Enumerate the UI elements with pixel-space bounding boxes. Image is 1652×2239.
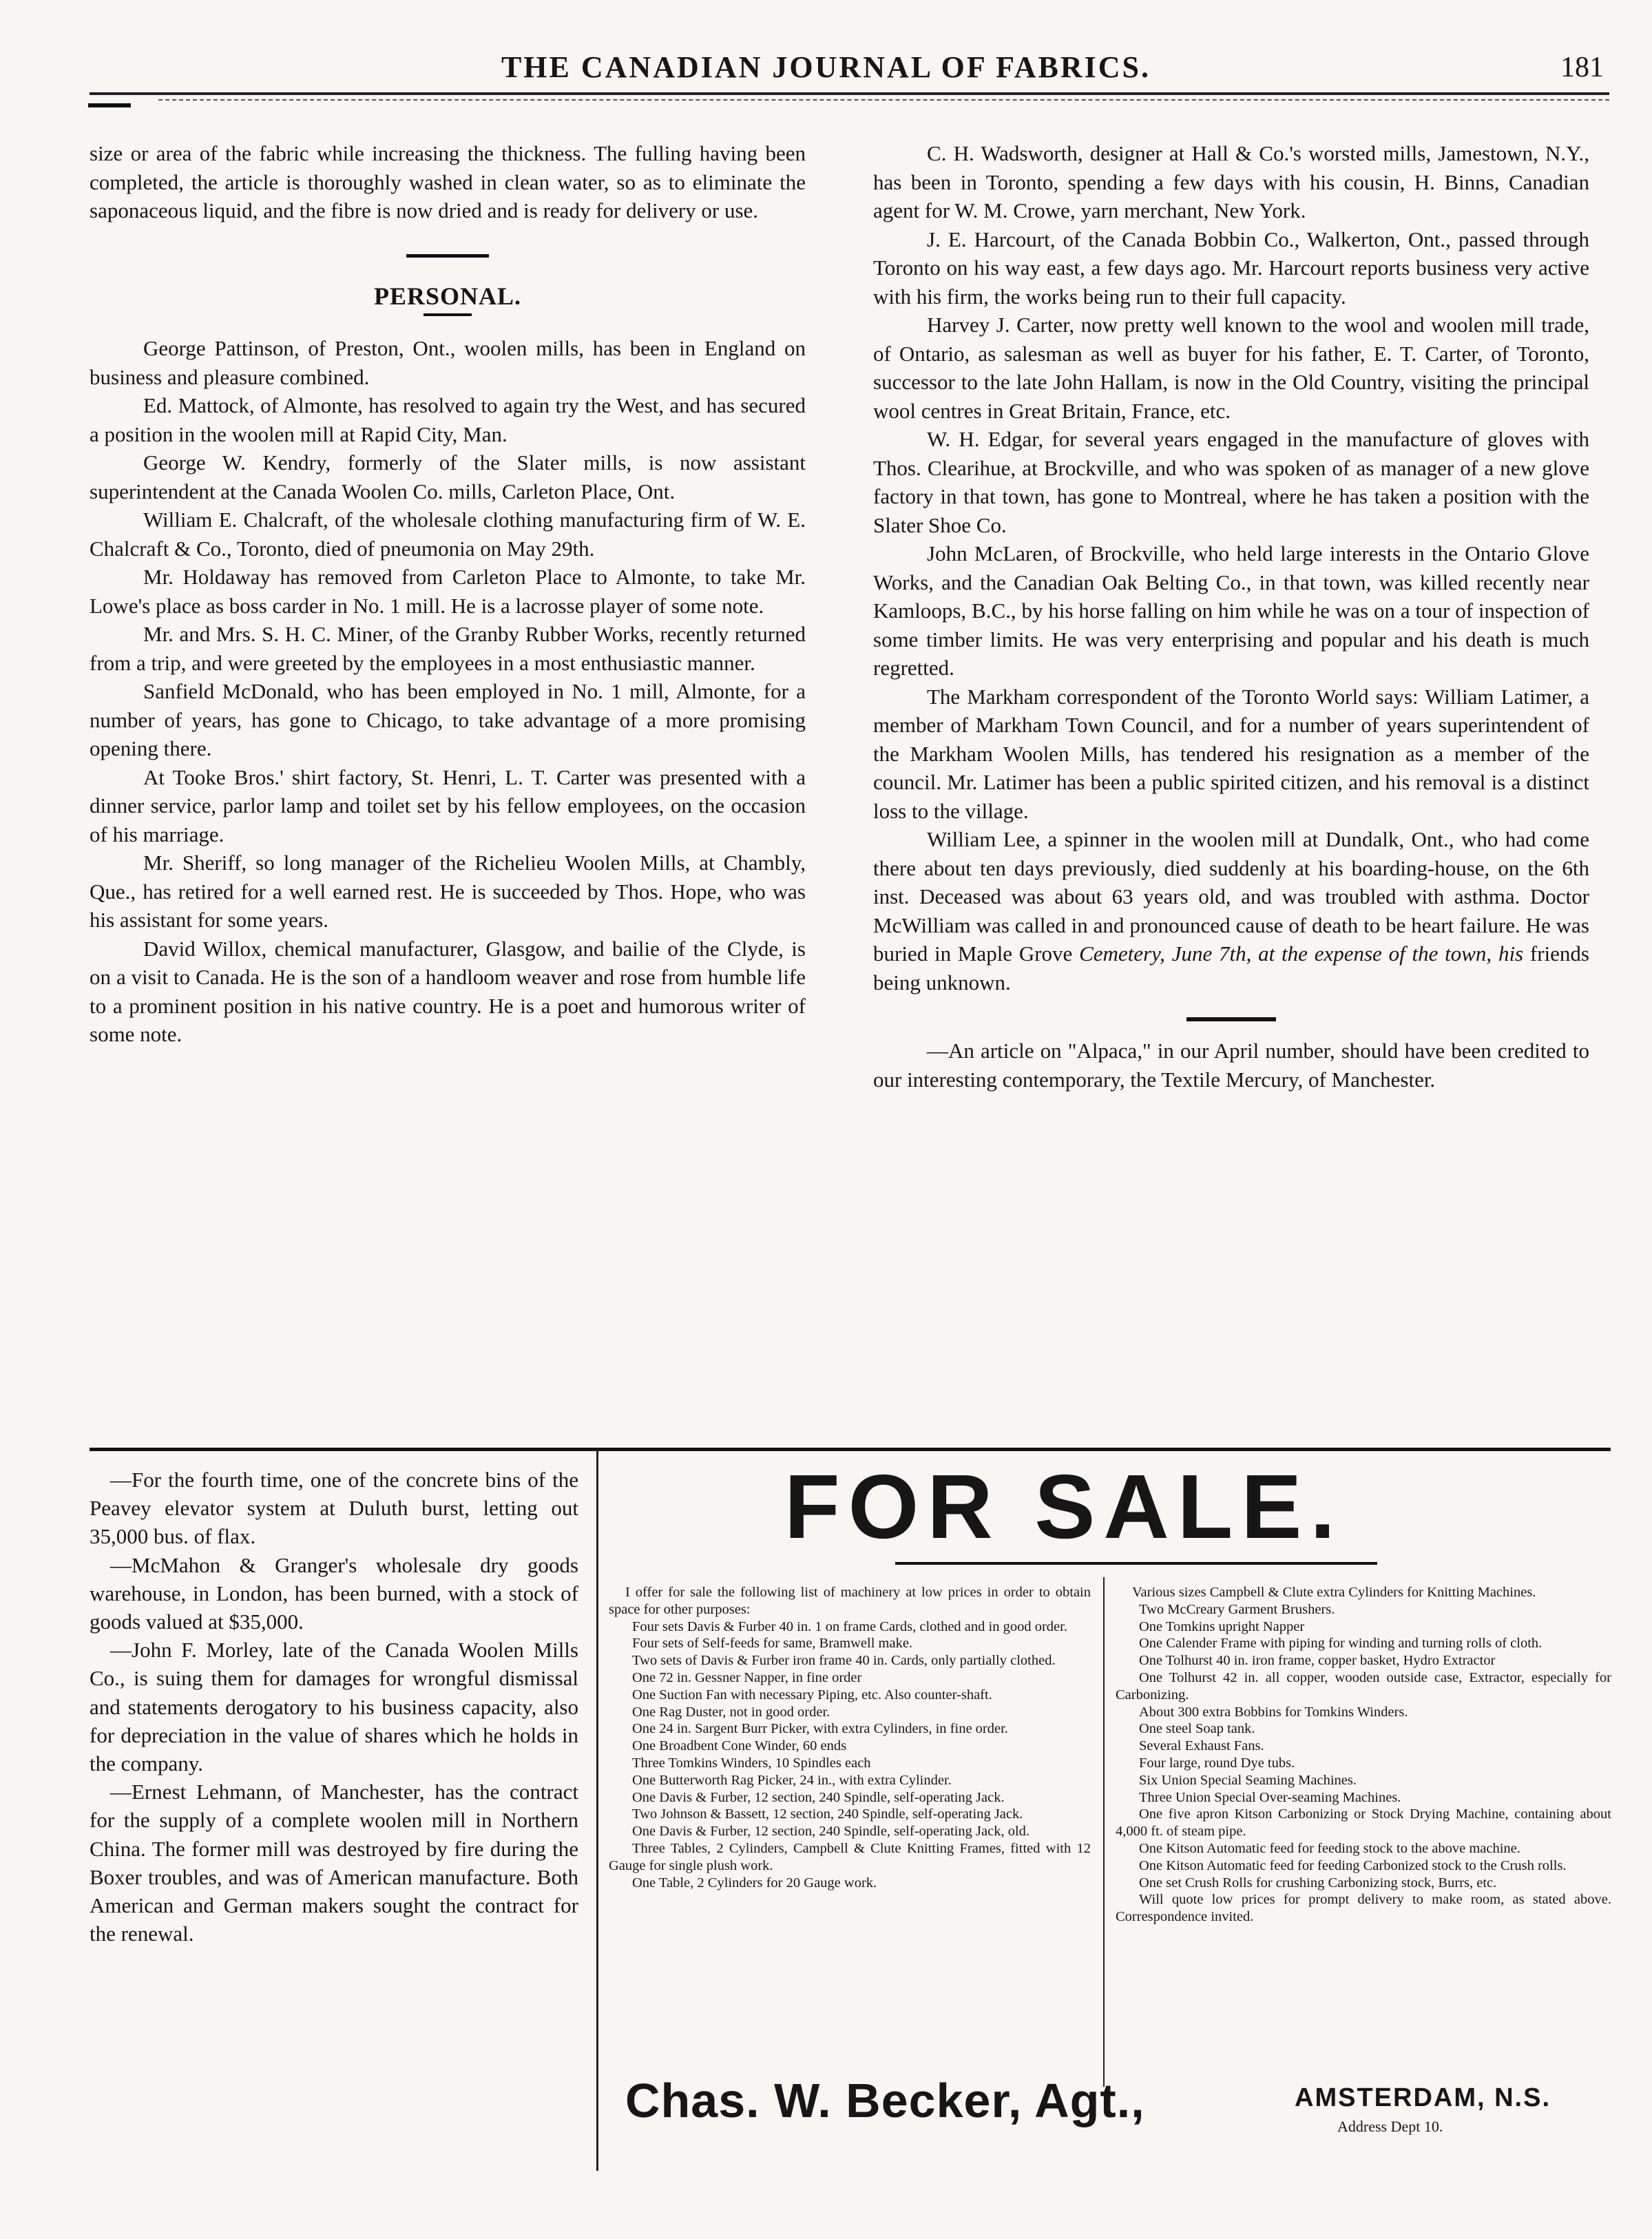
ad-item: One 24 in. Sargent Burr Picker, with extra Cylinders, in fine order.	[632, 1721, 1008, 1737]
news-item: —McMahon & Granger's wholesale dry goods warehouse, in London, has been burned, with a stock of goods valued at $35,000.	[90, 1552, 578, 1634]
journal-title: THE CANADIAN JOURNAL OF FABRICS.	[501, 50, 1151, 84]
ad-item: About 300 extra Bobbins for Tomkins Winders.	[1139, 1704, 1408, 1720]
personal-item: David Willox, chemical manufacturer, Glasgow, and bailie of the Clyde, is on a visit to Canada. He is the son of a handloom weaver and rose from humble life to a prominent position in his native country. He is a poet and humorous writer of some note.	[90, 936, 806, 1046]
personal-item: Harvey J. Carter, now pretty well known to the wool and woolen mill trade, of Ontario, as salesman as well as buyer for his father, E. T. Carter, of Toronto, successor to the late John Hallam, is now in the Old Country, visiting the principal wool centres in Great Britain, France, etc.	[873, 313, 1589, 423]
ad-item: Four sets Davis & Furber 40 in. 1 on frame Cards, clothed and in good order.	[632, 1618, 1067, 1634]
ad-item: One steel Soap tank.	[1139, 1721, 1255, 1737]
personal-item: John McLaren, of Brockville, who held large interests in the Ontario Glove Works, and the Canadian Oak Belting Co., in that town, was killed recently near Kamloops, B.C., by his horse falling on him while he was on a tour of inspection of some timber limits. He was very enterprising and popular and his death is much regretted.	[873, 541, 1589, 680]
ad-item: One 72 in. Gessner Napper, in fine order	[632, 1669, 862, 1685]
ad-item: Three Tables, 2 Cylinders, Campbell & Clute Knitting Frames, fitted with 12 Gauge for single plush work.	[609, 1840, 1091, 1873]
personal-item: George Pattinson, of Preston, Ont., woolen mills, has been in England on business and pleasure combined.	[90, 336, 806, 389]
ad-item: One Tolhurst 40 in. iron frame, copper basket, Hydro Extractor	[1139, 1653, 1496, 1669]
ad-item: One Tomkins upright Napper	[1139, 1618, 1305, 1634]
ad-left-list	[609, 1584, 1091, 1891]
personal-item: C. H. Wadsworth, designer at Hall & Co.'s worsted mills, Jamestown, N.Y., has been in Toronto, spending a few days with his cousin, H. Binns, Canadian agent for W. M. Crowe, yarn merchant, New York.	[873, 141, 1589, 222]
ad-item: One Broadbent Cone Winder, 60 ends	[632, 1738, 847, 1754]
news-item: —John F. Morley, late of the Canada Woolen Mills Co., is suing them for damages for wrongful dismissal and statements derogatory to his business capacity, also for depreciation in the value of shares which he holds in the company.	[90, 1638, 578, 1776]
section-divider	[1186, 1017, 1276, 1021]
ad-item: One Davis & Furber, 12 section, 240 Spindle, self-operating Jack, old.	[632, 1824, 1030, 1840]
ad-item: Six Union Special Seaming Machines.	[1139, 1772, 1357, 1788]
news-item: —Ernest Lehmann, of Manchester, has the contract for the supply of a complete woolen mill in Northern China. The former mill was destroyed by fire during the Boxer troubles, and was of American manufacture. Both American and German makers sought the contract for the renewal.	[90, 1780, 578, 1946]
lee-tail-text: friends being unknown.	[873, 941, 1589, 994]
news-item: —For the fourth time, one of the concrete bins of the Peavey elevator system at Duluth burst, letting out 35,000 bus. of flax.	[90, 1468, 578, 1549]
alpaca-note: —An article on "Alpaca," in our April number, should have been credited to our interesting contemporary, the Textile Mercury, of Manchester.	[873, 1039, 1589, 1092]
ad-item: One Calender Frame with piping for winding and turning rolls of cloth.	[1139, 1636, 1543, 1652]
heading-underline	[424, 313, 472, 316]
personal-item: Mr. Holdaway has removed from Carleton Place to Almonte, to take Mr. Lowe's place as boss carder in No. 1 mill. He is a lacrosse player of some note.	[90, 565, 806, 618]
ad-item: One Davis & Furber, 12 section, 240 Spindle, self-operating Jack.	[632, 1789, 1005, 1805]
personal-item: W. H. Edgar, for several years engaged in the manufacture of gloves with Thos. Clearihue, at Brockville, and who was spoken of as manager of a new glove factory in that town, has gone to Montreal, where he has taken a position with the Slater Shoe Co.	[873, 427, 1589, 537]
personal-item-lee	[873, 825, 1589, 997]
personal-item: J. E. Harcourt, of the Canada Bobbin Co., Walkerton, Ont., passed through Toronto on his way east, a few days ago. Mr. Harcourt reports business very active with his firm, the works being run to their full capacity.	[873, 227, 1589, 309]
personal-item: George W. Kendry, formerly of the Slater mills, is now assistant superintendent at the Canada Woolen Co. mills, Carleton Place, Ont.	[90, 450, 806, 503]
header-rule-dashed	[158, 99, 1609, 101]
ad-item: One Table, 2 Cylinders for 20 Gauge work.	[632, 1875, 877, 1891]
lee-italic-text: Cemetery, June 7th, at the expense of the town, his	[1079, 941, 1524, 966]
ad-item: One Tolhurst 42 in. all copper, wooden outside case, Extractor, especially for Carbonizing.	[1116, 1669, 1611, 1702]
lee-text: William Lee, a spinner in the woolen mill at Dundalk, Ont., who had come there about ten days previously, died suddenly at his boarding-house, on the 6th inst. Deceased was about 63 years old, and was troubled with asthma. Doctor McWilliam was called in and pronounced cause of death to be heart failure. He was buried in Maple Grove	[873, 827, 1589, 966]
left-column	[90, 139, 806, 1049]
news-column	[90, 1466, 578, 1948]
ad-item: One Rag Duster, not in good order.	[632, 1704, 830, 1720]
personal-item: At Tooke Bros.' shirt factory, St. Henri, L. T. Carter was presented with a dinner service, parlor lamp and toilet set by his fellow employees, on the occasion of his marriage.	[90, 764, 806, 846]
intro-paragraph: size or area of the fabric while increasing the thickness. The fulling having been completed, the article is thoroughly washed in clean water, so as to eliminate the saponaceous liquid, and the fibre is now dried and is ready for delivery or use.	[90, 141, 806, 222]
ad-right-list	[1116, 1584, 1611, 1926]
personal-item: Mr. and Mrs. S. H. C. Miner, of the Granby Rubber Works, recently returned from a trip, and were greeted by the employees in a most enthusiastic manner.	[90, 622, 806, 675]
section-divider	[406, 254, 489, 258]
personal-item: The Markham correspondent of the Toronto World says: William Latimer, a member of Markham Town Council, and for a number of years superintendent of the Markham Woolen Mills, has tendered his resignation as a member of the council. Mr. Latimer has been a public spirited citizen, and his removal is a distinct loss to the village.	[873, 684, 1589, 823]
ad-location: AMSTERDAM, N.S.	[1295, 2083, 1551, 2112]
header-dash	[88, 103, 131, 107]
ad-item: Three Union Special Over-seaming Machines.	[1139, 1789, 1401, 1805]
personal-item: Ed. Mattock, of Almonte, has resolved to again try the West, and has secured a position in the woolen mill at Rapid City, Man.	[90, 393, 806, 446]
ad-item: One Suction Fan with necessary Piping, etc. Also counter-shaft.	[632, 1687, 992, 1702]
ad-closing-note: Will quote low prices for prompt delivery to make room, as stated above. Correspondence invited.	[1116, 1892, 1611, 1925]
ad-item: Four large, round Dye tubs.	[1139, 1755, 1295, 1771]
ad-item: One Butterworth Rag Picker, 24 in., with extra Cylinder.	[632, 1772, 952, 1788]
header-rule	[90, 92, 1609, 95]
personal-item: Sanfield McDonald, who has been employed in No. 1 mill, Almonte, for a number of years, has gone to Chicago, to take advantage of a more promising opening there.	[90, 679, 806, 760]
right-column	[873, 139, 1589, 1094]
ad-item: Two McCreary Garment Brushers.	[1139, 1601, 1335, 1617]
ad-item: One five apron Kitson Carbonizing or Stock Drying Machine, containing about 4,000 ft. of steam pipe.	[1116, 1806, 1611, 1840]
ad-item: Three Tomkins Winders, 10 Spindles each	[632, 1755, 871, 1771]
ad-contact-name: Chas. W. Becker, Agt.,	[625, 2074, 1145, 2127]
page-number: 181	[1560, 52, 1604, 83]
ad-item: One set Crush Rolls for crushing Carbonizing stock, Burrs, etc.	[1139, 1875, 1497, 1891]
ad-item: Two sets of Davis & Furber iron frame 40 in. Cards, only partially clothed.	[632, 1653, 1056, 1669]
ad-item: One Kitson Automatic feed for feeding stock to the above machine.	[1139, 1840, 1520, 1856]
ad-address: Address Dept 10.	[1337, 2118, 1443, 2135]
ad-item: One Kitson Automatic feed for feeding Carbonized stock to the Crush rolls.	[1139, 1857, 1567, 1873]
ad-title: FOR SALE.	[784, 1456, 1344, 1557]
ad-item: Various sizes Campbell & Clute extra Cylinders for Knitting Machines.	[1132, 1585, 1536, 1600]
bottom-section-rule	[90, 1448, 1611, 1451]
ad-item: Several Exhaust Fans.	[1139, 1738, 1264, 1754]
column-separator	[596, 1449, 598, 2171]
personal-item: Mr. Sheriff, so long manager of the Richelieu Woolen Mills, at Chambly, Que., has retired for a well earned rest. He is succeeded by Thos. Hope, who was his assistant for some years.	[90, 851, 806, 932]
section-heading-personal: PERSONAL.	[373, 282, 522, 310]
ad-item: I offer for sale the following list of machinery at low prices in order to obtain space for other purposes:	[609, 1585, 1091, 1617]
ad-title-rule	[895, 1562, 1377, 1565]
ad-item: Four sets of Self-feeds for same, Bramwell make.	[632, 1636, 913, 1652]
ad-column-separator	[1103, 1577, 1105, 2087]
personal-item: William E. Chalcraft, of the wholesale clothing manufacturing firm of W. E. Chalcraft & Co., Toronto, died of pneumonia on May 29th.	[90, 508, 806, 561]
ad-item: Two Johnson & Bassett, 12 section, 240 Spindle, self-operating Jack.	[632, 1806, 1023, 1822]
